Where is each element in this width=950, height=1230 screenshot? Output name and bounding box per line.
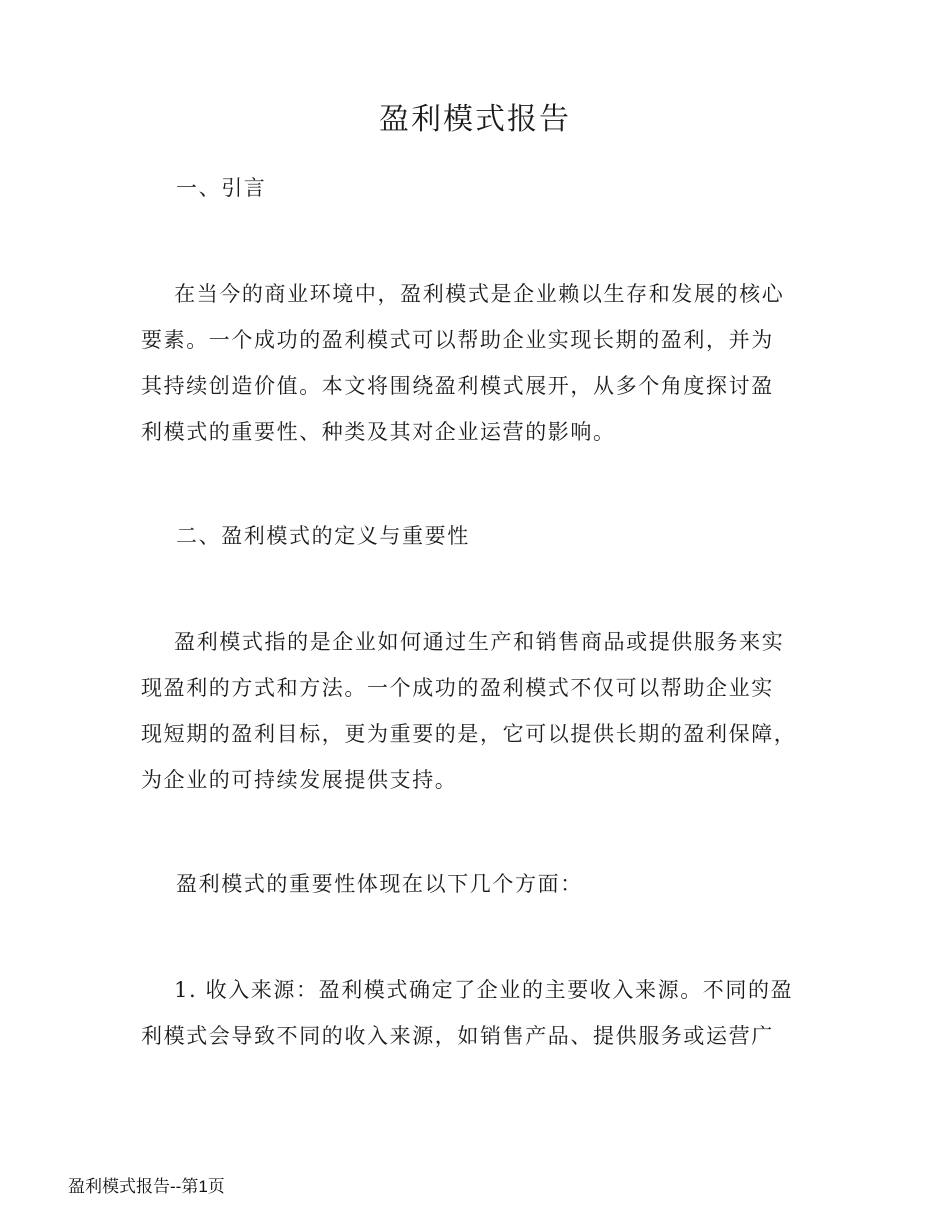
importance-intro: 盈利模式的重要性体现在以下几个方面： [176, 872, 583, 896]
text-line: 要素。一个成功的盈利模式可以帮助企业实现长期的盈利，并为 [141, 328, 774, 352]
document-title: 盈利模式报告 [379, 102, 571, 137]
text-line: 盈利模式指的是企业如何通过生产和销售商品或提供服务来实 [141, 630, 785, 654]
text-line: 利模式的重要性、种类及其对企业运营的影响。 [141, 420, 616, 444]
text-line: 1. 收入来源：盈利模式确定了企业的主要收入来源。不同的盈 [141, 978, 794, 1002]
text-line: 为企业的可持续发展提供支持。 [141, 768, 458, 792]
section-heading-intro: 一、引言 [176, 176, 267, 200]
text-line: 现短期的盈利目标，更为重要的是，它可以提供长期的盈利保障， [141, 722, 797, 746]
text-line: 现盈利的方式和方法。一个成功的盈利模式不仅可以帮助企业实 [141, 676, 774, 700]
text-line: 利模式会导致不同的收入来源，如销售产品、提供服务或运营广 [141, 1024, 774, 1048]
text-line: 在当今的商业环境中，盈利模式是企业赖以生存和发展的核心 [141, 282, 785, 306]
text-line: 其持续创造价值。本文将围绕盈利模式展开，从多个角度探讨盈 [141, 374, 774, 398]
section-heading-definition: 二、盈利模式的定义与重要性 [176, 524, 470, 548]
page-footer: 盈利模式报告--第1页 [68, 1177, 225, 1196]
